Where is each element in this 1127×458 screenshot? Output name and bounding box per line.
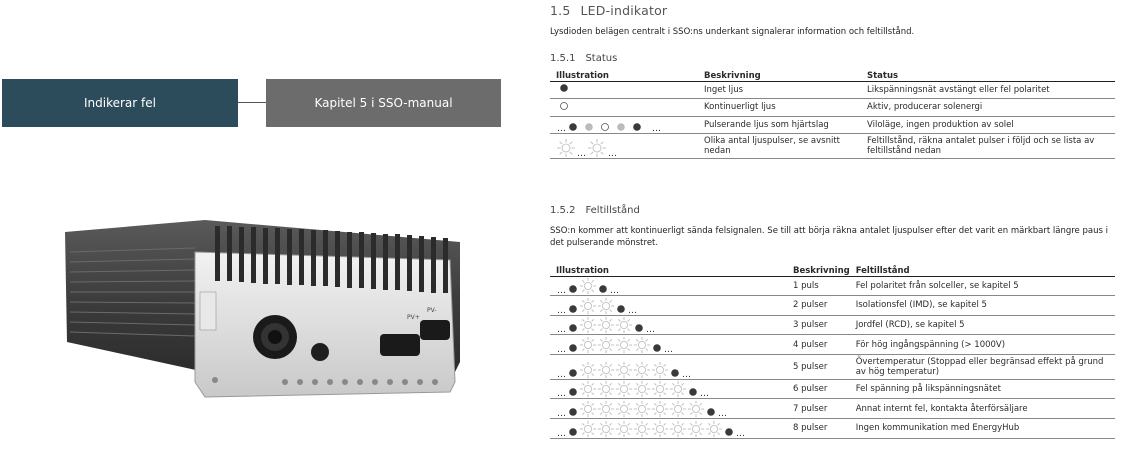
status-value: Aktiv, producerar solenergi bbox=[861, 99, 1115, 117]
ellipsis: … bbox=[682, 369, 691, 380]
fault-description: 8 pulser bbox=[787, 419, 850, 439]
light-pulse-icon bbox=[633, 420, 651, 438]
light-pulse-icon bbox=[579, 380, 597, 398]
section-intro: Lysdioden belägen centralt i SSO:ns underkant signalerar information och feltillstånd. bbox=[550, 27, 915, 37]
pulse-illustration bbox=[556, 277, 787, 296]
ellipsis: … bbox=[557, 124, 566, 134]
ellipsis: … bbox=[557, 305, 566, 316]
ellipsis: … bbox=[608, 149, 617, 159]
status-heading bbox=[550, 53, 617, 64]
fault-row bbox=[550, 379, 1115, 399]
fault-value: Annat internt fel, kontakta återförsäljare bbox=[850, 399, 1115, 419]
faults-header-fault: Feltillstånd bbox=[850, 265, 1115, 276]
pulse-illustration bbox=[556, 380, 787, 399]
chapter-reference-box bbox=[266, 79, 501, 127]
faults-heading bbox=[550, 205, 640, 216]
section-heading bbox=[550, 3, 667, 18]
ellipsis: … bbox=[557, 344, 566, 355]
fault-value: Fel polaritet från solceller, se kapitel 5 bbox=[850, 276, 1115, 296]
fault-description: 3 pulser bbox=[787, 315, 850, 335]
ellipsis: … bbox=[646, 325, 655, 336]
light-pulse-icon bbox=[587, 138, 607, 158]
ellipsis: … bbox=[557, 428, 566, 439]
light-pulse-icon bbox=[669, 400, 687, 418]
status-description: Kontinuerligt ljus bbox=[698, 99, 861, 117]
light-pulse-icon bbox=[579, 420, 597, 438]
section-title: LED-indikator bbox=[580, 3, 668, 18]
light-pulse-icon bbox=[651, 400, 669, 418]
light-pulse-icon bbox=[669, 420, 687, 438]
fault-value: För hög ingångspänning (> 1000V) bbox=[850, 335, 1115, 355]
fault-value: Jordfel (RCD), se kapitel 5 bbox=[850, 315, 1115, 335]
ellipsis: … bbox=[718, 409, 727, 420]
fault-row bbox=[550, 399, 1115, 419]
light-pulse-icon bbox=[579, 316, 597, 334]
status-row bbox=[550, 116, 1115, 134]
faults-number: 1.5.2 bbox=[550, 205, 576, 216]
status-table bbox=[550, 70, 1115, 159]
status-description: Pulserande ljus som hjärtslag bbox=[698, 116, 861, 134]
ellipsis: … bbox=[736, 428, 745, 439]
section-number: 1.5 bbox=[550, 3, 571, 18]
indicates-fault-box bbox=[2, 79, 238, 127]
status-row bbox=[550, 134, 1115, 159]
light-pulse-icon bbox=[687, 400, 705, 418]
status-value: Feltillstånd, räkna antalet pulser i följd och se lista av feltillstånd nedan bbox=[861, 134, 1115, 159]
ellipsis: … bbox=[557, 325, 566, 336]
ellipsis: … bbox=[610, 286, 619, 297]
status-title: Status bbox=[585, 53, 618, 64]
chapter-reference-label: Kapitel 5 i SSO-manual bbox=[314, 96, 453, 110]
light-pulse-icon bbox=[669, 380, 687, 398]
light-pulse-icon bbox=[597, 361, 615, 379]
indicates-fault-label: Indikerar fel bbox=[84, 96, 156, 110]
light-pulse-icon bbox=[597, 380, 615, 398]
ellipsis: … bbox=[652, 124, 661, 134]
light-pulse-icon bbox=[633, 336, 651, 354]
light-pulse-icon bbox=[556, 138, 576, 158]
status-header-description: Beskrivning bbox=[698, 70, 861, 81]
ellipsis: … bbox=[557, 389, 566, 400]
light-pulse-icon bbox=[615, 361, 633, 379]
faults-table bbox=[550, 265, 1115, 439]
status-value: Viloläge, ingen produktion av solel bbox=[861, 116, 1115, 134]
fault-row bbox=[550, 315, 1115, 335]
fault-value: Isolationsfel (IMD), se kapitel 5 bbox=[850, 296, 1115, 316]
pulse-illustration bbox=[556, 399, 787, 418]
light-pulse-icon bbox=[579, 277, 597, 295]
led-off-illustration bbox=[556, 82, 696, 94]
light-pulse-icon bbox=[651, 380, 669, 398]
ellipsis: … bbox=[557, 409, 566, 420]
fault-description: 4 pulser bbox=[787, 335, 850, 355]
light-pulse-icon bbox=[705, 420, 723, 438]
ellipsis: … bbox=[700, 389, 709, 400]
status-row bbox=[550, 99, 1115, 117]
ellipsis: … bbox=[628, 305, 637, 316]
light-pulse-icon bbox=[579, 297, 597, 315]
fault-description: 7 pulser bbox=[787, 399, 850, 419]
pv-minus-label: PV- bbox=[427, 307, 437, 314]
pulse-illustration bbox=[556, 335, 787, 354]
status-header-status: Status bbox=[861, 70, 1115, 81]
pv-plus-label: PV+ bbox=[407, 314, 420, 321]
light-pulse-icon bbox=[651, 361, 669, 379]
light-pulse-icon bbox=[597, 336, 615, 354]
fault-value: Fel spänning på likspänningsnätet bbox=[850, 379, 1115, 399]
status-description: Inget ljus bbox=[698, 81, 861, 99]
ellipsis: … bbox=[557, 286, 566, 297]
status-header-illustration: Illustration bbox=[550, 70, 698, 81]
light-pulse-icon bbox=[615, 400, 633, 418]
connector-line bbox=[238, 102, 266, 103]
light-pulse-icon bbox=[579, 336, 597, 354]
status-number: 1.5.1 bbox=[550, 53, 576, 64]
fault-row bbox=[550, 276, 1115, 296]
light-pulse-icon bbox=[597, 420, 615, 438]
light-pulse-icon bbox=[579, 400, 597, 418]
faults-header-description: Beskrivning bbox=[787, 265, 850, 276]
fault-description: 5 pulser bbox=[787, 354, 850, 379]
light-pulse-icon bbox=[615, 336, 633, 354]
status-value: Likspänningsnät avstängt eller fel polaritet bbox=[861, 81, 1115, 99]
fault-description: 6 pulser bbox=[787, 379, 850, 399]
fault-row bbox=[550, 354, 1115, 379]
pulse-illustration bbox=[556, 316, 787, 335]
heartbeat-illustration bbox=[556, 117, 698, 134]
light-pulse-icon bbox=[597, 400, 615, 418]
light-pulse-icon bbox=[579, 361, 597, 379]
fault-value: Övertemperatur (Stoppad eller begränsad effekt på grund av hög temperatur) bbox=[850, 354, 1115, 379]
pulse-illustration bbox=[556, 296, 787, 315]
status-row bbox=[550, 81, 1115, 99]
fault-description: 2 pulser bbox=[787, 296, 850, 316]
fault-row bbox=[550, 419, 1115, 439]
ellipsis: … bbox=[664, 344, 673, 355]
light-pulse-icon bbox=[633, 400, 651, 418]
light-pulse-icon bbox=[651, 420, 669, 438]
faults-header-illustration: Illustration bbox=[550, 265, 787, 276]
light-pulse-icon bbox=[687, 420, 705, 438]
pulse-illustration bbox=[556, 419, 787, 438]
faults-title: Feltillstånd bbox=[585, 205, 640, 216]
sso-device-image bbox=[55, 212, 467, 442]
ellipsis: … bbox=[577, 149, 586, 159]
light-pulse-icon bbox=[615, 316, 633, 334]
led-on-illustration bbox=[556, 100, 696, 112]
faults-intro: SSO:n kommer att kontinuerligt sända felsignalen. Se till att börja räkna antalet ljuspulser efter det varit en märkbart längre paus i det pulserande mönstret. bbox=[550, 226, 1108, 248]
ellipsis: … bbox=[557, 369, 566, 380]
fault-row bbox=[550, 335, 1115, 355]
fault-value: Ingen kommunikation med EnergyHub bbox=[850, 419, 1115, 439]
pulse-illustration bbox=[556, 355, 787, 379]
pulses-illustration bbox=[556, 134, 698, 158]
fault-row bbox=[550, 296, 1115, 316]
light-pulse-icon bbox=[597, 316, 615, 334]
status-description: Olika antal ljuspulser, se avsnitt nedan bbox=[698, 134, 861, 159]
light-pulse-icon bbox=[633, 361, 651, 379]
light-pulse-icon bbox=[615, 420, 633, 438]
fault-description: 1 puls bbox=[787, 276, 850, 296]
light-pulse-icon bbox=[597, 297, 615, 315]
light-pulse-icon bbox=[615, 380, 633, 398]
light-pulse-icon bbox=[633, 380, 651, 398]
